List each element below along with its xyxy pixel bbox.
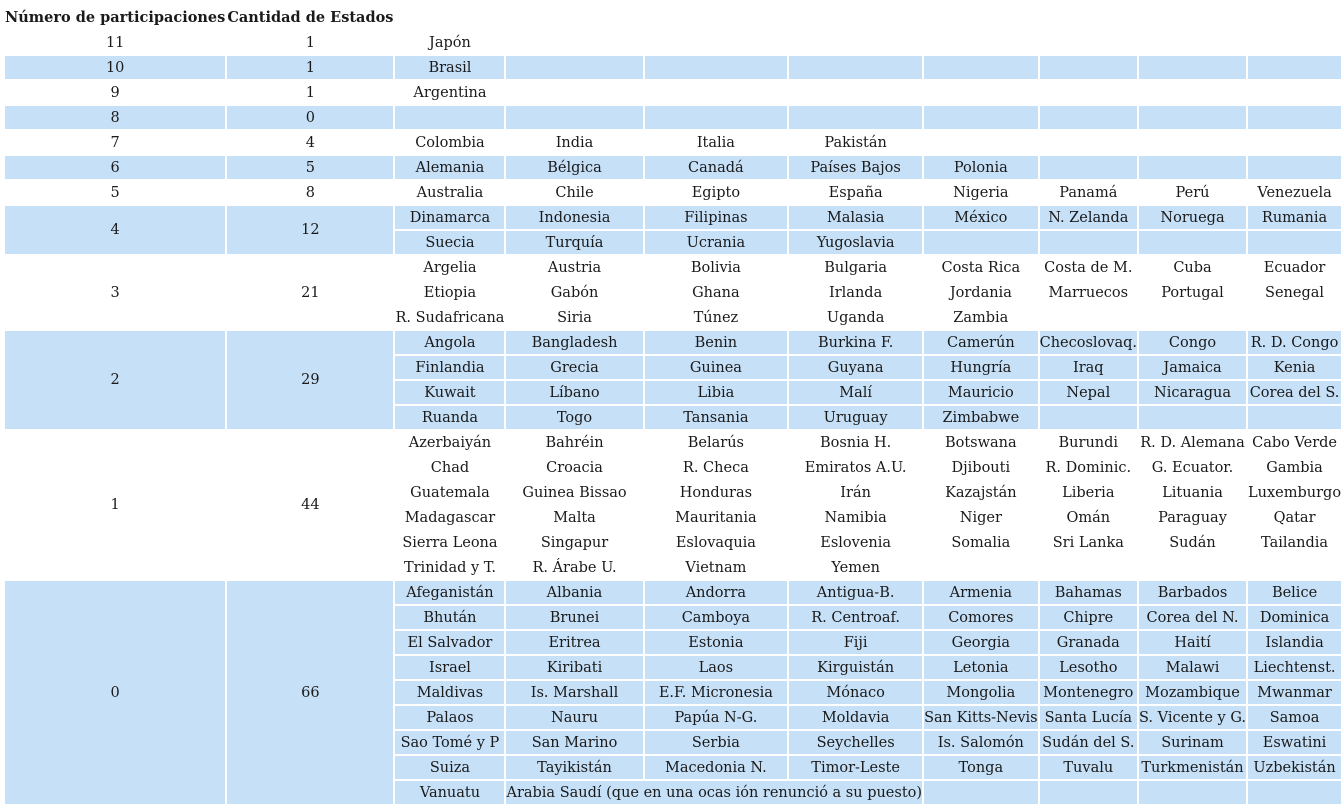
participations-header: Número de participaciones: [5, 8, 226, 26]
table-row: [5, 206, 1341, 229]
empty-cell: [1040, 56, 1137, 79]
country-cell: Burundi: [1058, 434, 1119, 451]
country-cell: Panamá: [1059, 184, 1118, 201]
country-cell: Tuvalu: [1040, 756, 1137, 779]
empty-cell: [789, 31, 922, 54]
country-cell: Lituania: [1162, 484, 1223, 501]
empty-cell: [506, 106, 642, 129]
country-cell: Túnez: [693, 309, 739, 326]
empty-cell: [1139, 156, 1246, 179]
country-cell: Sierra Leona: [402, 534, 498, 551]
empty-cell: [1248, 31, 1341, 54]
country-cell: N. Zelanda: [1040, 206, 1137, 229]
country-cell: Croacia: [546, 459, 603, 476]
country-cell: India: [555, 134, 594, 151]
country-cell: Nauru: [506, 706, 642, 729]
table-row: [5, 31, 1341, 54]
country-cell: Portugal: [1161, 284, 1224, 301]
empty-cell: [506, 56, 642, 79]
states-count: 21: [301, 284, 320, 301]
country-cell: Papúa N-G.: [645, 706, 788, 729]
country-cell: Chile: [555, 184, 594, 201]
participations-count: 8: [5, 106, 225, 129]
empty-cell: [1248, 156, 1341, 179]
country-cell: Austria: [547, 259, 602, 276]
country-cell: Mauritania: [675, 509, 757, 526]
country-cell: Mónaco: [789, 681, 922, 704]
country-cell: El Salvador: [395, 631, 504, 654]
country-cell: Kirguistán: [789, 656, 922, 679]
country-cell: Honduras: [679, 484, 753, 501]
country-cell: Italia: [696, 134, 735, 151]
participations-count: 0: [5, 581, 225, 804]
country-cell: Turkmenistán: [1139, 756, 1246, 779]
country-cell: Finlandia: [395, 356, 504, 379]
country-cell: G. Ecuator.: [1151, 459, 1234, 476]
country-cell: Guyana: [789, 356, 922, 379]
empty-cell: [924, 31, 1038, 54]
empty-cell: [1139, 56, 1246, 79]
empty-cell: [1248, 56, 1341, 79]
table-row: [5, 431, 1341, 454]
states-count: 12: [227, 206, 393, 254]
empty-cell: [1248, 781, 1341, 804]
country-cell: R. Dominic.: [1045, 459, 1132, 476]
participations-count: 9: [110, 84, 120, 101]
participations-count: 4: [5, 206, 225, 254]
states-count: 44: [301, 497, 320, 513]
country-cell: Canadá: [645, 156, 788, 179]
states-header: Cantidad de Estados: [227, 8, 394, 26]
country-cell: Is. Marshall: [506, 681, 642, 704]
empty-cell: [645, 106, 788, 129]
country-cell: Colombia: [415, 134, 485, 151]
country-cell: Macedonia N.: [645, 756, 788, 779]
country-cell: Kenia: [1248, 356, 1341, 379]
empty-cell: [789, 81, 922, 104]
states-count: 29: [227, 331, 393, 429]
country-cell: Argelia: [423, 259, 477, 276]
country-cell: Argentina: [413, 84, 487, 101]
country-cell: Camboya: [645, 606, 788, 629]
country-cell: Noruega: [1139, 206, 1246, 229]
participations-count: 6: [5, 156, 225, 179]
country-cell: Madagascar: [404, 509, 496, 526]
country-cell: Azerbaiyán: [408, 434, 492, 451]
country-cell: Indonesia: [506, 206, 642, 229]
empty-cell: [1040, 81, 1137, 104]
country-cell: Niger: [959, 509, 1002, 526]
country-cell: Malasia: [789, 206, 922, 229]
country-cell: Siria: [557, 309, 592, 326]
empty-cell: [1139, 406, 1246, 429]
country-cell: Botswana: [944, 434, 1017, 451]
country-cell: Alemania: [395, 156, 504, 179]
country-cell: S. Vicente y G.: [1139, 706, 1246, 729]
country-cell: Bolivia: [690, 259, 741, 276]
country-cell: Tonga: [924, 756, 1038, 779]
country-cell: San Kitts-Nevis: [924, 706, 1038, 729]
country-cell: Países Bajos: [789, 156, 922, 179]
country-cell: Belice: [1248, 581, 1341, 604]
country-cell: Costa Rica: [941, 259, 1021, 276]
country-cell: Liechtenst.: [1248, 656, 1341, 679]
country-cell: Bélgica: [506, 156, 642, 179]
country-cell: Guinea: [645, 356, 788, 379]
country-cell: Eslovenia: [820, 534, 892, 551]
country-cell: Jamaica: [1139, 356, 1246, 379]
country-cell: R. Sudafricana: [395, 309, 505, 326]
country-cell: Etiopia: [423, 284, 477, 301]
country-cell: Belarús: [687, 434, 744, 451]
country-cell: Mwanmar: [1248, 681, 1341, 704]
country-cell: Trinidad y T.: [403, 559, 496, 576]
country-cell: Australia: [416, 184, 484, 201]
country-cell: San Marino: [506, 731, 642, 754]
empty-cell: [924, 131, 1038, 154]
country-cell: Tailandia: [1261, 534, 1329, 551]
country-cell: Luxemburgo: [1248, 484, 1342, 501]
country-cell: Polonia: [924, 156, 1038, 179]
country-cell: Sri Lanka: [1052, 534, 1124, 551]
country-cell: Vanuatu: [395, 781, 504, 804]
empty-cell: [789, 106, 922, 129]
country-cell: Sao Tomé y P: [395, 731, 504, 754]
empty-cell: [1139, 31, 1246, 54]
country-cell: R. Árabe U.: [532, 559, 617, 576]
country-cell: Vietnam: [685, 559, 747, 576]
country-cell: Bulgaria: [824, 259, 888, 276]
empty-cell: [506, 81, 642, 104]
country-cell: Is. Salomón: [924, 731, 1038, 754]
country-cell: Iraq: [1040, 356, 1137, 379]
country-cell: Moldavia: [789, 706, 922, 729]
country-cell: Bosnia H.: [819, 434, 892, 451]
country-cell: Corea del N.: [1139, 606, 1246, 629]
country-cell: Sudán: [1169, 534, 1216, 551]
empty-cell: [789, 56, 922, 79]
country-cell: Irán: [840, 484, 871, 501]
country-cell: Uruguay: [789, 406, 922, 429]
country-cell: Yugoslavia: [789, 231, 922, 254]
country-cell: Togo: [506, 406, 642, 429]
country-cell: Ecuador: [1263, 259, 1326, 276]
country-cell: Cuba: [1173, 259, 1212, 276]
country-cell: Corea del S.: [1248, 381, 1341, 404]
country-cell: México: [924, 206, 1038, 229]
country-cell: Mauricio: [924, 381, 1038, 404]
country-cell: Libia: [645, 381, 788, 404]
country-cell: Egipto: [691, 184, 741, 201]
country-cell: Dinamarca: [395, 206, 504, 229]
country-cell: Malta: [553, 509, 596, 526]
table-row: [5, 581, 1341, 604]
country-cell: Paraguay: [1158, 509, 1227, 526]
country-cell: Burkina F.: [789, 331, 922, 354]
participations-count: 1: [110, 497, 120, 513]
country-cell: Líbano: [506, 381, 642, 404]
country-cell: Chad: [430, 459, 470, 476]
states-count: 8: [305, 184, 315, 201]
empty-cell: [1040, 556, 1137, 579]
country-cell: Camerún: [924, 331, 1038, 354]
empty-cell: [1139, 81, 1246, 104]
empty-cell: [1040, 131, 1137, 154]
participations-count: 3: [110, 284, 120, 301]
country-cell: Eslovaquia: [675, 534, 756, 551]
country-cell: Dominica: [1248, 606, 1341, 629]
country-cell: Guinea Bissao: [522, 484, 627, 501]
empty-cell: [924, 106, 1038, 129]
country-cell: Costa de M.: [1044, 259, 1133, 276]
country-cell: Filipinas: [645, 206, 788, 229]
country-cell: Chipre: [1040, 606, 1137, 629]
country-cell: Islandia: [1248, 631, 1341, 654]
country-cell: Gambia: [1266, 459, 1323, 476]
empty-cell: [506, 31, 642, 54]
empty-cell: [1139, 131, 1246, 154]
country-cell: Nigeria: [953, 184, 1009, 201]
country-cell: Eritrea: [506, 631, 642, 654]
country-cell: Brasil: [395, 56, 504, 79]
table-row: [5, 331, 1341, 354]
country-cell: Angola: [395, 331, 504, 354]
country-cell: R. D. Congo: [1248, 331, 1341, 354]
country-cell: Zimbabwe: [924, 406, 1038, 429]
country-cell: Uganda: [826, 309, 885, 326]
country-cell: R. Checa: [682, 459, 749, 476]
country-cell: Irlanda: [829, 284, 883, 301]
states-count: 5: [227, 156, 393, 179]
country-cell: Liberia: [1062, 484, 1115, 501]
empty-cell: [1139, 556, 1246, 579]
country-cell: Gabón: [550, 284, 599, 301]
country-cell: Barbados: [1139, 581, 1246, 604]
empty-cell: [1139, 781, 1246, 804]
country-cell: Estonia: [645, 631, 788, 654]
country-cell: Timor-Leste: [789, 756, 922, 779]
country-cell: Ruanda: [395, 406, 504, 429]
country-cell: Nicaragua: [1139, 381, 1246, 404]
empty-cell: [1248, 131, 1341, 154]
country-cell: Malawi: [1139, 656, 1246, 679]
participations-count: 2: [5, 331, 225, 429]
country-cell: Serbia: [645, 731, 788, 754]
empty-cell: [1040, 406, 1137, 429]
country-cell: Montenegro: [1040, 681, 1137, 704]
empty-cell: [645, 81, 788, 104]
country-cell: Zambia: [953, 309, 1009, 326]
country-cell: Jordania: [949, 284, 1012, 301]
country-cell: Singapur: [540, 534, 609, 551]
country-cell: Qatar: [1273, 509, 1316, 526]
table-row: [5, 181, 1341, 204]
empty-cell: [924, 556, 1038, 579]
country-cell: Tayikistán: [506, 756, 642, 779]
country-cell: Kazajstán: [945, 484, 1017, 501]
country-cell: R. D. Alemana: [1140, 434, 1245, 451]
states-count: 0: [227, 106, 393, 129]
country-cell: Tansania: [645, 406, 788, 429]
header-row: [5, 5, 1341, 29]
country-cell: Japón: [429, 34, 471, 51]
country-cell: Brunei: [506, 606, 642, 629]
country-cell: España: [828, 184, 883, 201]
country-cell: Mongolia: [924, 681, 1038, 704]
country-cell: Djibouti: [951, 459, 1011, 476]
country-cell: Checoslovaq.: [1040, 331, 1137, 354]
country-cell: E.F. Micronesia: [645, 681, 788, 704]
country-cell: Marruecos: [1048, 284, 1129, 301]
country-cell: Senegal: [1265, 284, 1325, 301]
table-row: [5, 106, 1341, 129]
states-count: 1: [227, 56, 393, 79]
states-count: 1: [305, 84, 315, 101]
empty-cell: [1040, 31, 1137, 54]
country-cell: Bhután: [395, 606, 504, 629]
country-cell: Mozambique: [1139, 681, 1246, 704]
participations-count: 5: [110, 184, 120, 201]
table-body: [5, 31, 1341, 804]
participations-count: 7: [110, 134, 120, 151]
country-cell: Rumania: [1248, 206, 1341, 229]
empty-cell: [924, 781, 1038, 804]
table-row: [5, 56, 1341, 79]
country-cell: Perú: [1175, 184, 1210, 201]
header-spacer: [395, 5, 1341, 29]
table-row: [5, 256, 1341, 279]
country-cell: Grecia: [506, 356, 642, 379]
table-row: [5, 81, 1341, 104]
country-cell: Sudán del S.: [1040, 731, 1137, 754]
country-cell: Albania: [506, 581, 642, 604]
country-cell: Venezuela: [1257, 184, 1332, 201]
country-cell: Namibia: [824, 509, 887, 526]
empty-cell: [924, 81, 1038, 104]
country-cell: Maldivas: [395, 681, 504, 704]
empty-cell: [1139, 106, 1246, 129]
country-cell: Palaos: [395, 706, 504, 729]
country-cell: Bahamas: [1040, 581, 1137, 604]
country-cell: Emiratos A.U.: [804, 459, 907, 476]
country-cell: Nepal: [1040, 381, 1137, 404]
country-cell: Somalia: [951, 534, 1011, 551]
empty-cell: [645, 31, 788, 54]
country-cell: Bangladesh: [506, 331, 642, 354]
empty-cell: [395, 106, 504, 129]
country-cell: Suecia: [395, 231, 504, 254]
country-cell: Congo: [1139, 331, 1246, 354]
empty-cell: [924, 56, 1038, 79]
country-cell: Santa Lucía: [1040, 706, 1137, 729]
table-row: [5, 131, 1341, 154]
empty-cell: [645, 56, 788, 79]
country-cell: Malí: [789, 381, 922, 404]
country-cell: Suiza: [395, 756, 504, 779]
country-cell: Armenia: [924, 581, 1038, 604]
country-cell: Letonia: [924, 656, 1038, 679]
country-cell: Ucrania: [645, 231, 788, 254]
country-cell: Seychelles: [789, 731, 922, 754]
empty-cell: [1248, 231, 1341, 254]
country-cell: Surinam: [1139, 731, 1246, 754]
country-cell: Turquía: [506, 231, 642, 254]
country-cell: Guatemala: [410, 484, 490, 501]
country-cell: Georgia: [924, 631, 1038, 654]
country-cell: Kuwait: [395, 381, 504, 404]
participation-table: [3, 3, 1343, 806]
country-cell: Fiji: [789, 631, 922, 654]
empty-cell: [1248, 406, 1341, 429]
empty-cell: [1139, 231, 1246, 254]
country-cell: Afeganistán: [395, 581, 504, 604]
empty-cell: [1040, 781, 1137, 804]
footnote-cell: Arabia Saudí (que en una ocas ión renunció a su puesto): [506, 781, 922, 804]
country-cell: Yemen: [831, 559, 880, 576]
empty-cell: [1248, 306, 1341, 329]
country-cell: Eswatini: [1248, 731, 1341, 754]
country-cell: Israel: [395, 656, 504, 679]
country-cell: Cabo Verde: [1252, 434, 1337, 451]
empty-cell: [924, 231, 1038, 254]
participations-count: 11: [105, 34, 125, 51]
country-cell: Bahréin: [545, 434, 604, 451]
country-cell: Samoa: [1248, 706, 1341, 729]
empty-cell: [1139, 306, 1246, 329]
country-cell: Haití: [1139, 631, 1246, 654]
country-cell: Hungría: [924, 356, 1038, 379]
country-cell: Laos: [645, 656, 788, 679]
country-cell: R. Centroaf.: [789, 606, 922, 629]
table-row: [5, 156, 1341, 179]
country-cell: Omán: [1066, 509, 1111, 526]
empty-cell: [1040, 306, 1137, 329]
country-cell: Andorra: [645, 581, 788, 604]
country-cell: Uzbekistán: [1248, 756, 1341, 779]
empty-cell: [1040, 231, 1137, 254]
country-cell: Antigua-B.: [789, 581, 922, 604]
empty-cell: [1040, 106, 1137, 129]
participations-count: 10: [5, 56, 225, 79]
empty-cell: [1248, 106, 1341, 129]
country-cell: Pakistán: [824, 134, 887, 151]
country-cell: Granada: [1040, 631, 1137, 654]
states-count: 1: [305, 34, 315, 51]
empty-cell: [1248, 81, 1341, 104]
country-cell: Comores: [924, 606, 1038, 629]
empty-cell: [1040, 156, 1137, 179]
empty-cell: [1248, 556, 1341, 579]
country-cell: Lesotho: [1040, 656, 1137, 679]
states-count: 66: [227, 581, 393, 804]
states-count: 4: [305, 134, 315, 151]
country-cell: Benin: [645, 331, 788, 354]
country-cell: Ghana: [692, 284, 740, 301]
country-cell: Kiribati: [506, 656, 642, 679]
